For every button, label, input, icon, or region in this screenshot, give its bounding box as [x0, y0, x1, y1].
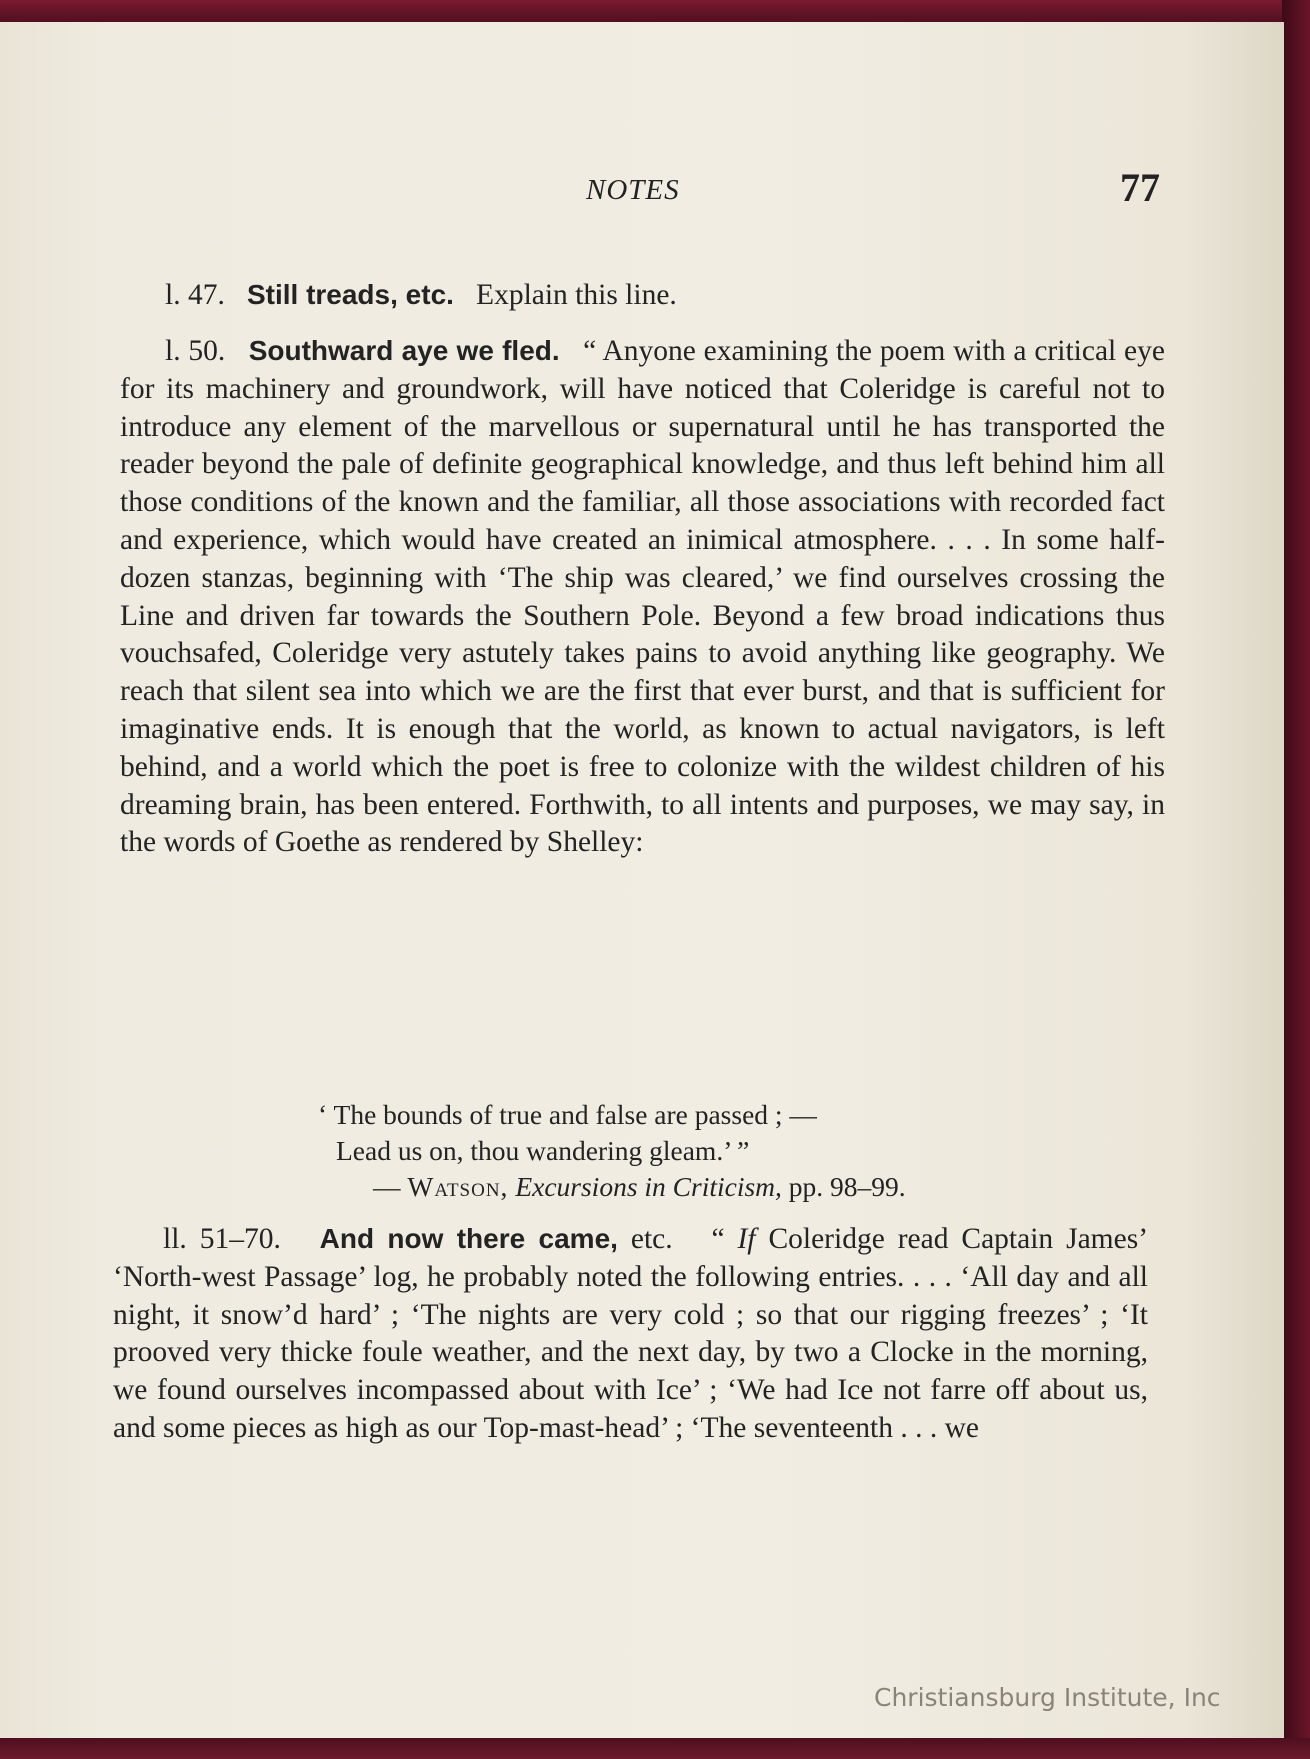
- book-cover-bottom-edge: [0, 1738, 1310, 1759]
- note-paragraph: [120, 332, 1165, 862]
- attribution-dash: —: [373, 1171, 408, 1202]
- verse-quotation: [318, 1097, 906, 1205]
- running-head-title: NOTES: [586, 174, 680, 206]
- note-line-47: [165, 276, 677, 315]
- open-quote: “: [711, 1223, 725, 1255]
- attribution-author: Watson,: [407, 1171, 509, 1202]
- running-head: [0, 164, 1284, 214]
- note-lines-51-70: [113, 1220, 1148, 1448]
- note-ref: ll. 51–70.: [163, 1223, 281, 1255]
- note-label: And now there came,: [319, 1223, 618, 1254]
- book-page: [0, 22, 1284, 1740]
- note-ref: l. 47.: [165, 279, 225, 311]
- note-label: Southward aye we fled.: [248, 335, 560, 366]
- quote-line-1: ‘ The bounds of true and false are passed ; —: [318, 1099, 817, 1130]
- note-label: Still treads, etc.: [246, 279, 454, 310]
- attribution-pages: pp. 98–99.: [788, 1171, 906, 1202]
- book-cover-right-edge: [1282, 0, 1310, 1759]
- note-label-suffix: etc.: [630, 1223, 673, 1255]
- quote-attribution: [318, 1169, 906, 1205]
- note-paragraph: [113, 1220, 1148, 1448]
- book-cover-top-edge: [0, 0, 1310, 24]
- emphasis-if: If: [737, 1223, 756, 1255]
- quote-line-2: Lead us on, thou wandering gleam.’ ”: [336, 1135, 750, 1166]
- note-text: “ Anyone examining the poem with a critical eye for its machinery and groundwork, will have noticed that Coleridge is careful not to introduce any element of the marvellous or supernatural until he has transported the reader beyond the pale of definite geographical knowledge, and thus left behind him all those conditions of the known and the familiar, all those associations with recorded fact and experience, which would have created an inimical atmosphere. . . . In some half-dozen stanzas, beginning with ‘The ship was cleared,’ we find ourselves crossing the Line and driven far towards the Southern Pole. Beyond a few broad indications thus vouchsafed, Coleridge very astutely takes pains to avoid anything like geography. We reach that silent sea into which we are the first that ever burst, and that is sufficient for imaginative ends. It is enough that the world, as known to actual navigators, is left behind, and a world which the poet is free to colonize with the wildest children of his dreaming brain, has been entered. Forthwith, to all intents and purposes, we may say, in the words of Goethe as rendered by Shelley:: [120, 335, 1165, 859]
- note-ref: l. 50.: [165, 335, 226, 367]
- note-text: Coleridge read Captain James’ ‘North-west Passage’ log, he probably noted the following entries. . . . ‘All day and all night, it snow’d hard’ ; ‘The nights are very cold ; so that our rigging freezes’ ; ‘It prooved very thicke foule weather, and the next day, by two a Clocke in the morning, we found ourselves incompassed about with Ice’ ; ‘We had Ice not farre off about us, and some pieces as high as our Top-mast-head’ ; ‘The seventeenth . . . we: [113, 1223, 1149, 1444]
- note-text: Explain this line.: [476, 279, 677, 311]
- page-number: 77: [1120, 165, 1160, 210]
- attribution-work: Excursions in Criticism,: [515, 1171, 782, 1202]
- watermark: Christiansburg Institute, Inc: [874, 1683, 1221, 1712]
- note-line-50: [120, 332, 1165, 862]
